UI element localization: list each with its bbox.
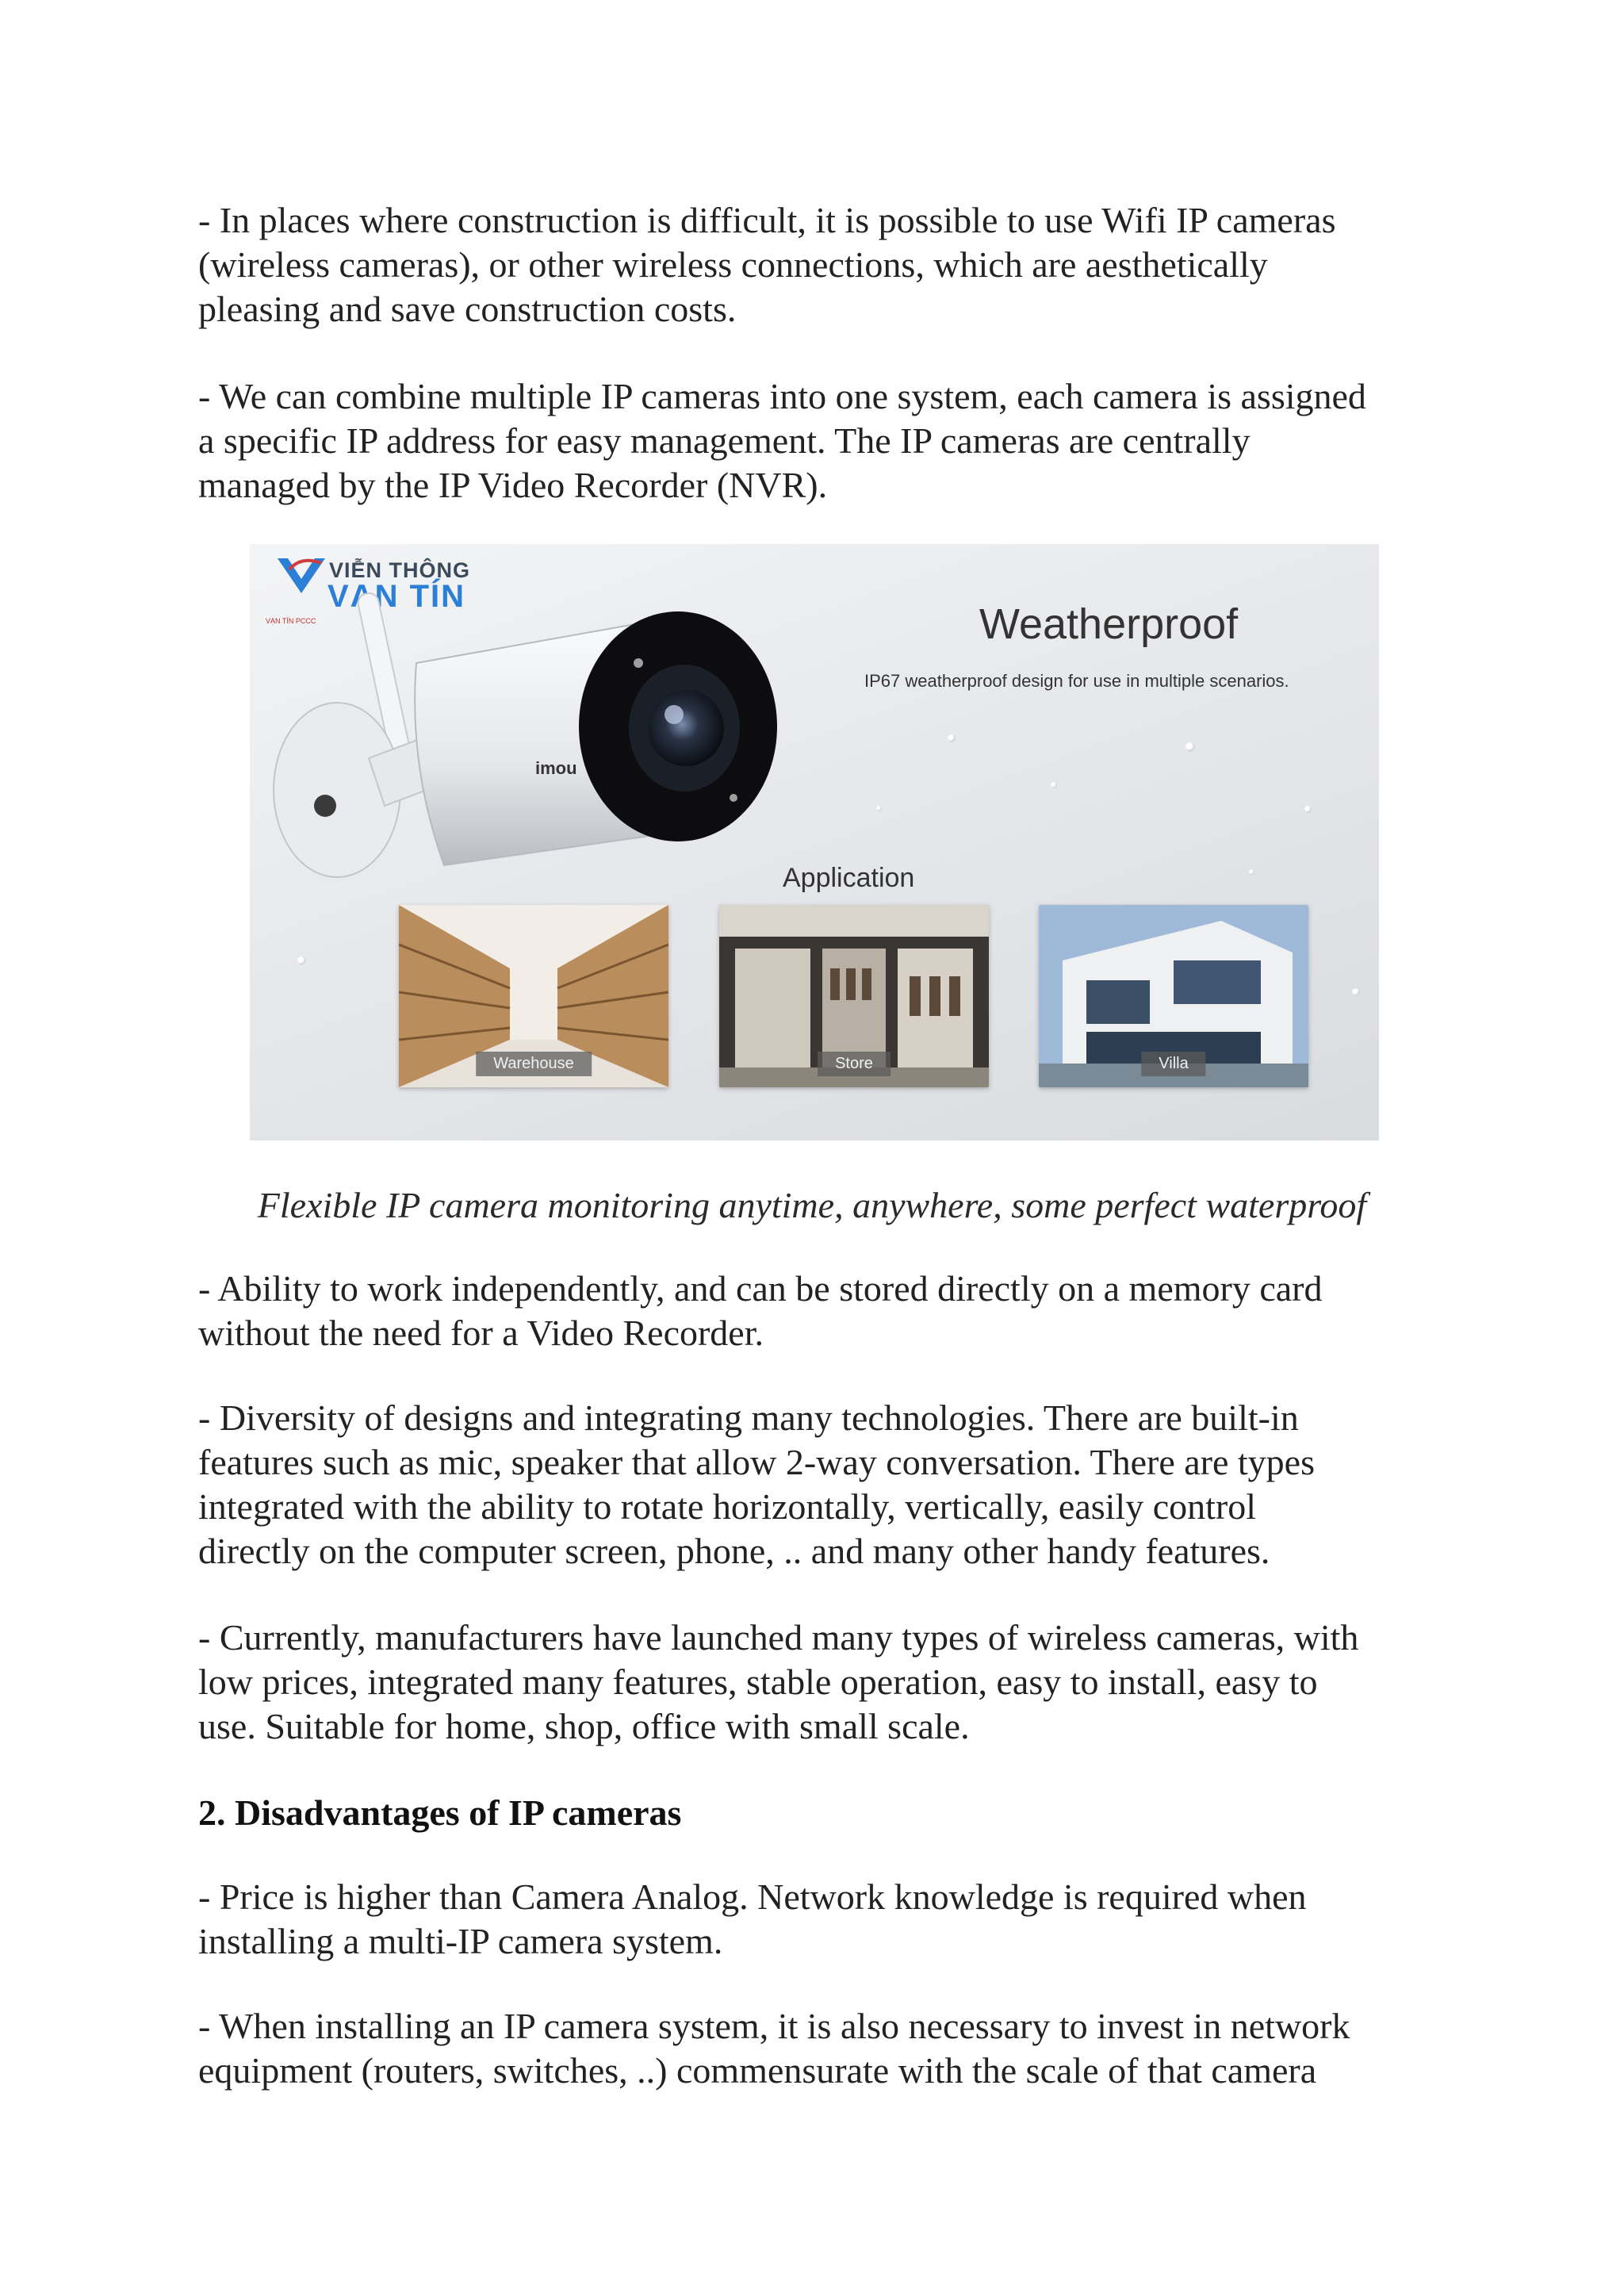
image-caption: Flexible IP camera monitoring anytime, anywhere, some perfect waterproof [257,1185,1367,1225]
section-heading [198,1791,1435,1835]
paragraph-price [198,1875,1435,1964]
text-line: use. Suitable for home, shop, office with small scale. [198,1706,970,1746]
text-line: - Price is higher than Camera Analog. Network knowledge is required when [198,1876,1307,1917]
scene-warehouse [399,905,668,1087]
text-line: features such as mic, speaker that allow 2-way conversation. There are types [198,1442,1315,1482]
text-line: - Currently, manufacturers have launched many types of wireless cameras, with [198,1617,1359,1658]
paragraph-wireless-cameras [198,198,1435,332]
text-line: installing a multi-IP camera system. [198,1921,723,1961]
camera-brand: imou [535,758,577,778]
figure-subtitle: IP67 weatherproof design for use in multiple scenarios. [864,671,1289,691]
application-label: Application [783,863,915,893]
paragraph-design-diversity [198,1396,1435,1573]
product-image [250,544,1379,1140]
watermark-line2: VẠN TÍN [327,579,465,614]
paragraph-network-equipment [198,2004,1435,2093]
text-line: a specific IP address for easy management. The IP cameras are centrally [198,420,1251,461]
text-line: - When installing an IP camera system, it is also necessary to invest in network [198,2006,1350,2046]
text-line: - In places where construction is difficult, it is possible to use Wifi IP cameras [198,200,1336,240]
camera-illustration [250,544,852,909]
scene-store [719,905,989,1087]
text-line: managed by the IP Video Recorder (NVR). [198,465,828,505]
figure-title: Weatherproof [979,600,1239,648]
text-line: - Diversity of designs and integrating many technologies. There are built-in [198,1397,1299,1438]
text-line: - Ability to work independently, and can be stored directly on a memory card [198,1268,1323,1309]
text-line: low prices, integrated many features, stable operation, easy to install, easy to [198,1662,1318,1702]
paragraph-wireless-market [198,1616,1435,1749]
text-line: directly on the computer screen, phone, .. and many other handy features. [198,1531,1270,1571]
text-line: equipment (routers, switches, ..) commensurate with the scale of that camera [198,2050,1317,2091]
paragraph-multiple-cameras [198,374,1435,508]
text-line: pleasing and save construction costs. [198,289,737,329]
text-line: (wireless cameras), or other wireless connections, which are aesthetically [198,244,1268,285]
watermark-small: VẠN TÍN PCCC [266,617,316,625]
text-line: - We can combine multiple IP cameras into one system, each camera is assigned [198,376,1366,416]
scene-villa [1039,905,1308,1087]
scene-label: Warehouse [476,1052,592,1076]
scene-label: Villa [1141,1052,1205,1076]
paragraph-independent-work [198,1267,1435,1355]
text-line: without the need for a Video Recorder. [198,1313,764,1353]
section-heading-text: 2. Disadvantages of IP cameras [198,1792,682,1833]
text-line: integrated with the ability to rotate horizontally, vertically, easily control [198,1486,1256,1527]
watermark-line1: VIỄN THÔNG [329,558,471,582]
scene-label: Store [818,1052,891,1076]
